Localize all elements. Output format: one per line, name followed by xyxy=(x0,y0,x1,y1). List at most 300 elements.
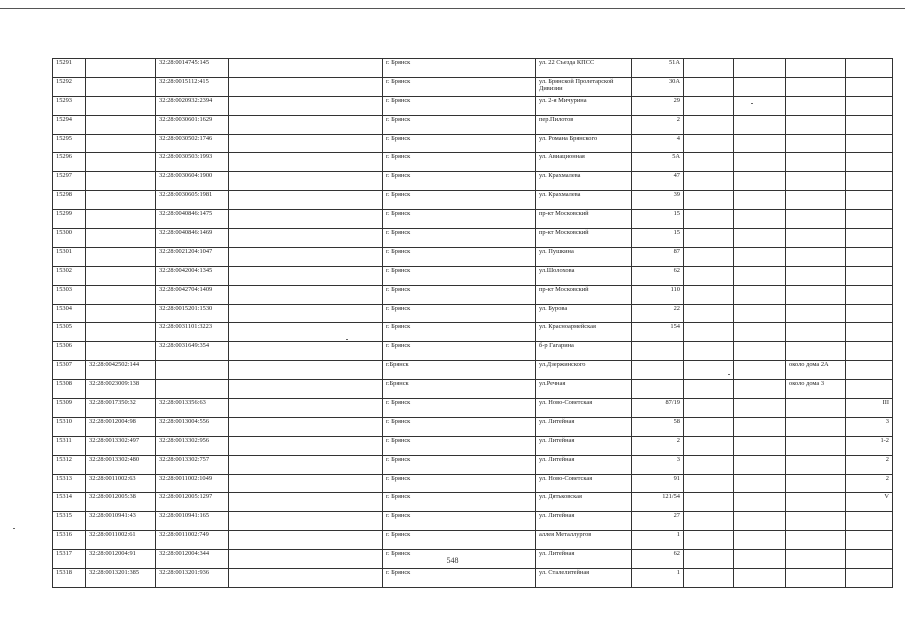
row-number-cell: 15314 xyxy=(53,493,86,512)
row-number-cell: 15312 xyxy=(53,455,86,474)
table-row xyxy=(53,247,893,266)
blank-cell xyxy=(684,59,734,78)
blank-cell xyxy=(229,285,383,304)
note-cell xyxy=(786,77,846,96)
cadastral-number-cell: 32:28:0042004:1345 xyxy=(156,266,229,285)
row-number-cell: 15311 xyxy=(53,436,86,455)
scan-speck xyxy=(346,339,348,340)
cadastral-number-cell xyxy=(156,380,229,399)
blank-cell xyxy=(734,115,786,134)
old-cadastral-cell xyxy=(86,153,156,172)
street-cell: пр-кт Московский xyxy=(536,285,632,304)
note-cell xyxy=(786,304,846,323)
note-cell xyxy=(786,210,846,229)
table-row xyxy=(53,210,893,229)
blank-cell xyxy=(229,380,383,399)
city-cell: г. Брянск xyxy=(383,323,536,342)
cadastral-number-cell: 32:28:0012005:1297 xyxy=(156,493,229,512)
blank-cell xyxy=(734,210,786,229)
city-cell: г. Брянск xyxy=(383,229,536,248)
row-number-cell: 15302 xyxy=(53,266,86,285)
city-cell: г. Брянск xyxy=(383,417,536,436)
house-number-cell: 62 xyxy=(632,266,684,285)
blank-cell xyxy=(229,512,383,531)
blank-cell xyxy=(684,115,734,134)
row-number-cell: 15299 xyxy=(53,210,86,229)
blank-cell xyxy=(684,191,734,210)
old-cadastral-cell xyxy=(86,210,156,229)
street-cell: ул. Литейная xyxy=(536,436,632,455)
cadastral-number-cell: 32:28:0011002:749 xyxy=(156,531,229,550)
note-cell xyxy=(786,531,846,550)
old-cadastral-cell xyxy=(86,77,156,96)
cadastral-number-cell: 32:28:0030605:1981 xyxy=(156,191,229,210)
category-cell xyxy=(846,380,893,399)
city-cell: г. Брянск xyxy=(383,531,536,550)
note-cell xyxy=(786,399,846,418)
blank-cell xyxy=(734,436,786,455)
category-cell xyxy=(846,266,893,285)
row-number-cell: 15309 xyxy=(53,399,86,418)
city-cell: г. Брянск xyxy=(383,436,536,455)
row-number-cell: 15317 xyxy=(53,550,86,569)
street-cell: ул. Ново-Советская xyxy=(536,399,632,418)
table-row xyxy=(53,285,893,304)
house-number-cell: 4 xyxy=(632,134,684,153)
table-row xyxy=(53,474,893,493)
blank-cell xyxy=(734,399,786,418)
city-cell: г. Брянск xyxy=(383,77,536,96)
table-row xyxy=(53,380,893,399)
blank-cell xyxy=(684,342,734,361)
note-cell: около дома 3 xyxy=(786,380,846,399)
blank-cell xyxy=(229,399,383,418)
table-row xyxy=(53,399,893,418)
category-cell: 2 xyxy=(846,474,893,493)
note-cell xyxy=(786,323,846,342)
street-cell: ул. Брянской Пролетарской Дивизии xyxy=(536,77,632,96)
old-cadastral-cell xyxy=(86,172,156,191)
cadastral-number-cell: 32:28:0030503:1993 xyxy=(156,153,229,172)
old-cadastral-cell xyxy=(86,59,156,78)
category-cell xyxy=(846,247,893,266)
blank-cell xyxy=(684,399,734,418)
house-number-cell xyxy=(632,342,684,361)
old-cadastral-cell xyxy=(86,285,156,304)
blank-cell xyxy=(229,247,383,266)
house-number-cell: 27 xyxy=(632,512,684,531)
blank-cell xyxy=(229,455,383,474)
category-cell xyxy=(846,96,893,115)
note-cell xyxy=(786,172,846,191)
category-cell xyxy=(846,210,893,229)
blank-cell xyxy=(684,77,734,96)
note-cell xyxy=(786,247,846,266)
row-number-cell: 15297 xyxy=(53,172,86,191)
blank-cell xyxy=(229,134,383,153)
blank-cell xyxy=(684,266,734,285)
old-cadastral-cell xyxy=(86,247,156,266)
house-number-cell: 91 xyxy=(632,474,684,493)
blank-cell xyxy=(229,361,383,380)
note-cell xyxy=(786,96,846,115)
street-cell: ул. Дятьковская xyxy=(536,493,632,512)
street-cell: ул. Литейная xyxy=(536,455,632,474)
street-cell: ул. Литейная xyxy=(536,550,632,569)
blank-cell xyxy=(684,361,734,380)
blank-cell xyxy=(684,569,734,588)
cadastral-number-cell: 32:28:0031649:354 xyxy=(156,342,229,361)
table-row xyxy=(53,455,893,474)
category-cell xyxy=(846,512,893,531)
category-cell xyxy=(846,153,893,172)
blank-cell xyxy=(734,229,786,248)
cadastral-number-cell: 32:28:0030502:1746 xyxy=(156,134,229,153)
note-cell xyxy=(786,266,846,285)
city-cell: г. Брянск xyxy=(383,153,536,172)
old-cadastral-cell: 32:28:0010941:43 xyxy=(86,512,156,531)
table-row xyxy=(53,361,893,380)
blank-cell xyxy=(684,210,734,229)
cadastral-number-cell xyxy=(156,361,229,380)
house-number-cell: 87/19 xyxy=(632,399,684,418)
category-cell xyxy=(846,229,893,248)
old-cadastral-cell: 32:28:0013302:480 xyxy=(86,455,156,474)
city-cell: г. Брянск xyxy=(383,115,536,134)
house-number-cell: 29 xyxy=(632,96,684,115)
table-row xyxy=(53,342,893,361)
house-number-cell: 47 xyxy=(632,172,684,191)
note-cell xyxy=(786,417,846,436)
city-cell: г. Брянск xyxy=(383,399,536,418)
category-cell xyxy=(846,59,893,78)
category-cell xyxy=(846,285,893,304)
table-row xyxy=(53,229,893,248)
blank-cell xyxy=(734,304,786,323)
house-number-cell xyxy=(632,380,684,399)
old-cadastral-cell: 32:28:0012005:38 xyxy=(86,493,156,512)
city-cell: г. Брянск xyxy=(383,210,536,229)
blank-cell xyxy=(684,153,734,172)
table-row xyxy=(53,172,893,191)
category-cell: 2 xyxy=(846,455,893,474)
category-cell xyxy=(846,323,893,342)
category-cell xyxy=(846,191,893,210)
category-cell: 1-2 xyxy=(846,436,893,455)
blank-cell xyxy=(684,436,734,455)
blank-cell xyxy=(734,153,786,172)
blank-cell xyxy=(684,493,734,512)
cadastral-number-cell: 32:28:0012004:344 xyxy=(156,550,229,569)
city-cell: г.Брянск xyxy=(383,361,536,380)
old-cadastral-cell xyxy=(86,229,156,248)
blank-cell xyxy=(229,191,383,210)
cadastral-number-cell: 32:28:0042704:1409 xyxy=(156,285,229,304)
blank-cell xyxy=(229,96,383,115)
blank-cell xyxy=(684,531,734,550)
blank-cell xyxy=(229,569,383,588)
table-row xyxy=(53,115,893,134)
table-row xyxy=(53,531,893,550)
street-cell: ул. Литейная xyxy=(536,512,632,531)
note-cell xyxy=(786,493,846,512)
blank-cell xyxy=(229,115,383,134)
row-number-cell: 15304 xyxy=(53,304,86,323)
category-cell: 3 xyxy=(846,417,893,436)
cadastral-number-cell: 32:28:0021204:1047 xyxy=(156,247,229,266)
blank-cell xyxy=(734,493,786,512)
street-cell: ул.Дзержинского xyxy=(536,361,632,380)
blank-cell xyxy=(229,493,383,512)
street-cell: ул. 2-я Мичурина xyxy=(536,96,632,115)
street-cell: б-р Гагарина xyxy=(536,342,632,361)
cadastral-number-cell: 32:28:0013302:757 xyxy=(156,455,229,474)
table-row xyxy=(53,96,893,115)
note-cell xyxy=(786,191,846,210)
blank-cell xyxy=(734,134,786,153)
street-cell: пр-кт Московский xyxy=(536,229,632,248)
street-cell: ул.Речная xyxy=(536,380,632,399)
city-cell: г. Брянск xyxy=(383,285,536,304)
blank-cell xyxy=(734,342,786,361)
street-cell: ул. Крахмалева xyxy=(536,191,632,210)
cadastral-number-cell: 32:28:0015112:415 xyxy=(156,77,229,96)
city-cell: г. Брянск xyxy=(383,304,536,323)
note-cell xyxy=(786,436,846,455)
blank-cell xyxy=(684,229,734,248)
old-cadastral-cell: 32:28:0012004:98 xyxy=(86,417,156,436)
house-number-cell: 2 xyxy=(632,436,684,455)
cadastral-number-cell: 32:28:0020932:2394 xyxy=(156,96,229,115)
blank-cell xyxy=(684,455,734,474)
street-cell: ул.Шолохова xyxy=(536,266,632,285)
blank-cell xyxy=(684,304,734,323)
house-number-cell: 22 xyxy=(632,304,684,323)
blank-cell xyxy=(229,417,383,436)
street-cell: ул. Авиационная xyxy=(536,153,632,172)
city-cell: г. Брянск xyxy=(383,493,536,512)
note-cell xyxy=(786,59,846,78)
blank-cell xyxy=(684,96,734,115)
city-cell: г. Брянск xyxy=(383,266,536,285)
category-cell xyxy=(846,569,893,588)
blank-cell xyxy=(734,96,786,115)
city-cell: г. Брянск xyxy=(383,569,536,588)
blank-cell xyxy=(734,59,786,78)
blank-cell xyxy=(734,569,786,588)
cadastral-number-cell: 32:28:0013004:556 xyxy=(156,417,229,436)
row-number-cell: 15313 xyxy=(53,474,86,493)
table-row xyxy=(53,493,893,512)
blank-cell xyxy=(229,210,383,229)
house-number-cell: 39 xyxy=(632,191,684,210)
row-number-cell: 15315 xyxy=(53,512,86,531)
street-cell: ул. Романа Брянского xyxy=(536,134,632,153)
old-cadastral-cell xyxy=(86,191,156,210)
note-cell xyxy=(786,474,846,493)
house-number-cell: 2 xyxy=(632,115,684,134)
table-row xyxy=(53,304,893,323)
blank-cell xyxy=(734,323,786,342)
old-cadastral-cell xyxy=(86,96,156,115)
page-number: 548 xyxy=(446,556,459,565)
city-cell: г. Брянск xyxy=(383,134,536,153)
note-cell xyxy=(786,115,846,134)
old-cadastral-cell: 32:28:0017350:32 xyxy=(86,399,156,418)
blank-cell xyxy=(229,474,383,493)
scan-speck xyxy=(13,528,15,529)
street-cell: ул. Крахмалева xyxy=(536,172,632,191)
blank-cell xyxy=(684,512,734,531)
city-cell: г. Брянск xyxy=(383,550,536,569)
old-cadastral-cell: 32:28:0042502:144 xyxy=(86,361,156,380)
street-cell: ул. Бурова xyxy=(536,304,632,323)
blank-cell xyxy=(734,77,786,96)
registry-sheet xyxy=(52,58,893,588)
row-number-cell: 15294 xyxy=(53,115,86,134)
cadastral-number-cell: 32:28:0014745:145 xyxy=(156,59,229,78)
street-cell: пер.Пилотов xyxy=(536,115,632,134)
blank-cell xyxy=(229,436,383,455)
category-cell xyxy=(846,361,893,380)
table-row xyxy=(53,77,893,96)
table-row xyxy=(53,569,893,588)
note-cell xyxy=(786,569,846,588)
cadastral-number-cell: 32:28:0013302:956 xyxy=(156,436,229,455)
category-cell xyxy=(846,77,893,96)
city-cell: г. Брянск xyxy=(383,172,536,191)
table-row xyxy=(53,417,893,436)
blank-cell xyxy=(734,247,786,266)
blank-cell xyxy=(229,172,383,191)
blank-cell xyxy=(229,304,383,323)
old-cadastral-cell: 32:28:0012004:91 xyxy=(86,550,156,569)
blank-cell xyxy=(684,247,734,266)
street-cell: аллея Металлургов xyxy=(536,531,632,550)
row-number-cell: 15301 xyxy=(53,247,86,266)
house-number-cell: 1 xyxy=(632,569,684,588)
house-number-cell xyxy=(632,361,684,380)
category-cell xyxy=(846,531,893,550)
cadastral-number-cell: 32:28:0011002:1049 xyxy=(156,474,229,493)
street-cell: ул. 22 Съезда КПСС xyxy=(536,59,632,78)
category-cell xyxy=(846,115,893,134)
cadastral-number-cell: 32:28:0040846:1475 xyxy=(156,210,229,229)
city-cell: г.Брянск xyxy=(383,380,536,399)
row-number-cell: 15293 xyxy=(53,96,86,115)
house-number-cell: 87 xyxy=(632,247,684,266)
blank-cell xyxy=(734,455,786,474)
street-cell: ул. Красноармейская xyxy=(536,323,632,342)
old-cadastral-cell xyxy=(86,134,156,153)
house-number-cell: 154 xyxy=(632,323,684,342)
note-cell xyxy=(786,285,846,304)
blank-cell xyxy=(229,323,383,342)
blank-cell xyxy=(684,323,734,342)
blank-cell xyxy=(684,285,734,304)
old-cadastral-cell: 32:28:0011002:61 xyxy=(86,531,156,550)
note-cell xyxy=(786,134,846,153)
row-number-cell: 15296 xyxy=(53,153,86,172)
cadastral-number-cell: 32:28:0040846:1469 xyxy=(156,229,229,248)
blank-cell xyxy=(734,191,786,210)
house-number-cell: 51А xyxy=(632,59,684,78)
note-cell xyxy=(786,455,846,474)
blank-cell xyxy=(734,531,786,550)
city-cell: г. Брянск xyxy=(383,96,536,115)
street-cell: ул. Ново-Советская xyxy=(536,474,632,493)
blank-cell xyxy=(229,266,383,285)
table-row xyxy=(53,191,893,210)
old-cadastral-cell: 32:28:0011002:63 xyxy=(86,474,156,493)
table-row xyxy=(53,153,893,172)
blank-cell xyxy=(684,380,734,399)
row-number-cell: 15306 xyxy=(53,342,86,361)
note-cell xyxy=(786,512,846,531)
note-cell xyxy=(786,229,846,248)
house-number-cell: 62 xyxy=(632,550,684,569)
cadastral-number-cell: 32:28:0030604:1900 xyxy=(156,172,229,191)
city-cell: г. Брянск xyxy=(383,474,536,493)
table-row xyxy=(53,512,893,531)
blank-cell xyxy=(229,229,383,248)
blank-cell xyxy=(684,172,734,191)
row-number-cell: 15305 xyxy=(53,323,86,342)
street-cell: ул. Пушкина xyxy=(536,247,632,266)
blank-cell xyxy=(229,531,383,550)
city-cell: г. Брянск xyxy=(383,59,536,78)
cadastral-number-cell: 32:28:0015201:1530 xyxy=(156,304,229,323)
blank-cell xyxy=(734,380,786,399)
row-number-cell: 15295 xyxy=(53,134,86,153)
top-scan-rule xyxy=(0,8,905,9)
table-row xyxy=(53,59,893,78)
street-cell: ул. Сталелитейная xyxy=(536,569,632,588)
house-number-cell: 121/54 xyxy=(632,493,684,512)
blank-cell xyxy=(684,474,734,493)
row-number-cell: 15310 xyxy=(53,417,86,436)
blank-cell xyxy=(229,59,383,78)
row-number-cell: 15316 xyxy=(53,531,86,550)
city-cell: г. Брянск xyxy=(383,247,536,266)
blank-cell xyxy=(734,266,786,285)
row-number-cell: 15308 xyxy=(53,380,86,399)
house-number-cell: 110 xyxy=(632,285,684,304)
old-cadastral-cell: 32:28:0013201:385 xyxy=(86,569,156,588)
old-cadastral-cell xyxy=(86,266,156,285)
table-row xyxy=(53,266,893,285)
street-cell: ул. Литейная xyxy=(536,417,632,436)
street-cell: пр-кт Московский xyxy=(536,210,632,229)
old-cadastral-cell xyxy=(86,323,156,342)
old-cadastral-cell: 32:28:0013302:497 xyxy=(86,436,156,455)
cadastral-number-cell: 32:28:0013356:63 xyxy=(156,399,229,418)
blank-cell xyxy=(734,512,786,531)
category-cell xyxy=(846,134,893,153)
house-number-cell: 30А xyxy=(632,77,684,96)
row-number-cell: 15291 xyxy=(53,59,86,78)
old-cadastral-cell xyxy=(86,115,156,134)
cadastral-number-cell: 32:28:0013201:936 xyxy=(156,569,229,588)
blank-cell xyxy=(684,417,734,436)
table-row xyxy=(53,436,893,455)
cadastral-number-cell: 32:28:0010941:165 xyxy=(156,512,229,531)
blank-cell xyxy=(229,153,383,172)
house-number-cell: 15 xyxy=(632,210,684,229)
old-cadastral-cell xyxy=(86,304,156,323)
note-cell xyxy=(786,342,846,361)
old-cadastral-cell xyxy=(86,342,156,361)
